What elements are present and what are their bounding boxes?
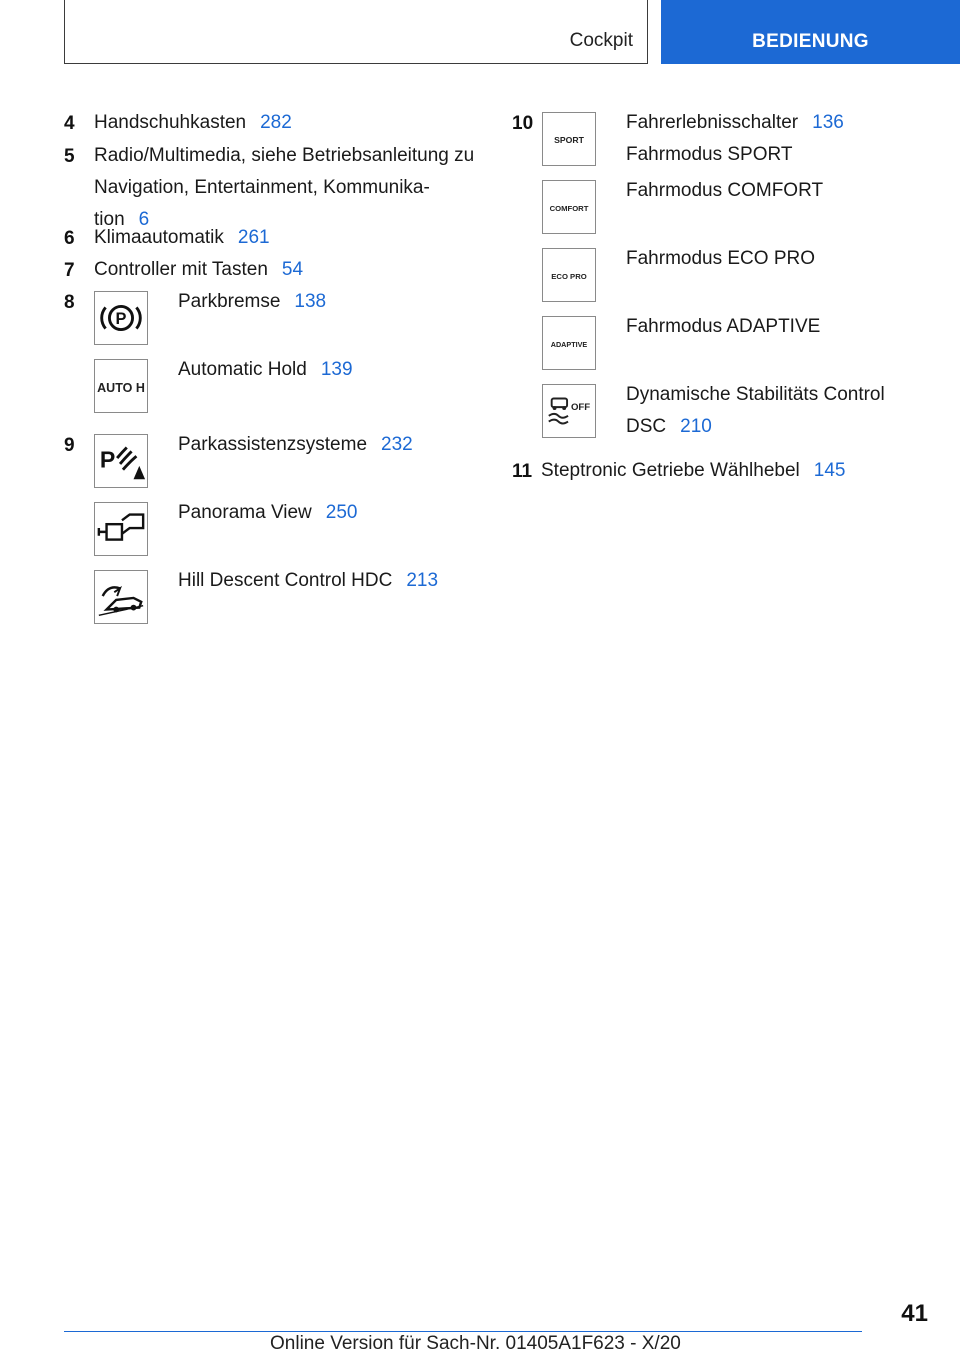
item-5-text: Radio/Multimedia, siehe Betriebsanleitung zu Navigation, Entertainment, Kommunika- tion 6 [94, 145, 475, 230]
page-ref-link[interactable]: 139 [320, 359, 353, 380]
parking-brake-icon [94, 291, 148, 345]
item-number: 8 [64, 292, 75, 313]
svg-text:SPORT: SPORT [554, 134, 584, 145]
page-ref-link[interactable]: 213 [406, 570, 439, 591]
page-ref-link[interactable]: 145 [813, 460, 846, 481]
eco-pro-mode-icon [542, 248, 596, 302]
hill-descent-icon [94, 570, 148, 624]
header-box [64, 0, 648, 64]
item-10b-text: Fahrmodus COMFORT [626, 180, 824, 201]
svg-text:P: P [99, 446, 116, 473]
item-9a-text: Parkassistenzsysteme 232 [178, 434, 413, 455]
item-11-text: Steptronic Getriebe Wählhebel 145 [541, 460, 846, 481]
page-ref-link[interactable]: 136 [812, 112, 844, 133]
item-8a-text: Parkbremse 138 [178, 291, 327, 312]
svg-text:ADAPTIVE: ADAPTIVE [550, 339, 588, 349]
item-4-text: Handschuhkasten 282 [94, 112, 292, 133]
item-number: 9 [64, 435, 75, 456]
svg-text:P: P [115, 309, 127, 328]
item-number: 7 [64, 260, 75, 281]
svg-text:COMFORT: COMFORT [549, 203, 589, 213]
dsc-off-icon [542, 384, 596, 438]
item-10e-text: Dynamische Stabilitäts Control DSC 210 [626, 384, 885, 437]
item-number: 4 [64, 113, 75, 134]
adaptive-mode-icon [542, 316, 596, 370]
sport-mode-icon [542, 112, 596, 166]
chapter-tab: BEDIENUNG [661, 0, 960, 64]
section-title: Cockpit [569, 30, 633, 51]
footer-divider [64, 1331, 862, 1332]
item-7-text: Controller mit Tasten 54 [94, 259, 304, 280]
page-ref-link[interactable]: 282 [260, 112, 292, 133]
panorama-view-icon [94, 502, 148, 556]
item-10a-text: Fahrerlebnisschalter 136 Fahrmodus SPORT [626, 112, 844, 165]
footer-text: Online Version für Sach-Nr. 01405A1F623 - X/20 [270, 1333, 681, 1354]
page-ref-link[interactable]: 250 [325, 502, 358, 523]
svg-text:AUTO H: AUTO H [97, 380, 145, 395]
item-number: 5 [64, 146, 75, 167]
item-10d-text: Fahrmodus ADAPTIVE [626, 316, 821, 337]
item-number: 11 [512, 461, 533, 482]
item-9b-text: Panorama View 250 [178, 502, 358, 523]
page-ref-link[interactable]: 6 [138, 209, 150, 230]
page-ref-link[interactable]: 210 [680, 416, 712, 437]
page-ref-link[interactable]: 232 [381, 434, 413, 455]
page-ref-link[interactable]: 54 [281, 259, 304, 280]
page-ref-link[interactable]: 138 [294, 291, 327, 312]
item-10c-text: Fahrmodus ECO PRO [626, 248, 815, 269]
page-ref-link[interactable]: 261 [237, 227, 270, 248]
svg-text:OFF: OFF [570, 402, 591, 414]
page-number: 41 [901, 1300, 928, 1327]
comfort-mode-icon [542, 180, 596, 234]
park-assist-icon [94, 434, 148, 488]
svg-text:ECO PRO: ECO PRO [551, 271, 587, 281]
item-8b-text: Automatic Hold 139 [178, 359, 353, 380]
item-9c-text: Hill Descent Control HDC 213 [178, 570, 439, 591]
auto-hold-icon [94, 359, 148, 413]
item-number: 6 [64, 228, 75, 249]
item-number: 10 [512, 113, 534, 134]
item-6-text: Klimaautomatik 261 [94, 227, 270, 248]
